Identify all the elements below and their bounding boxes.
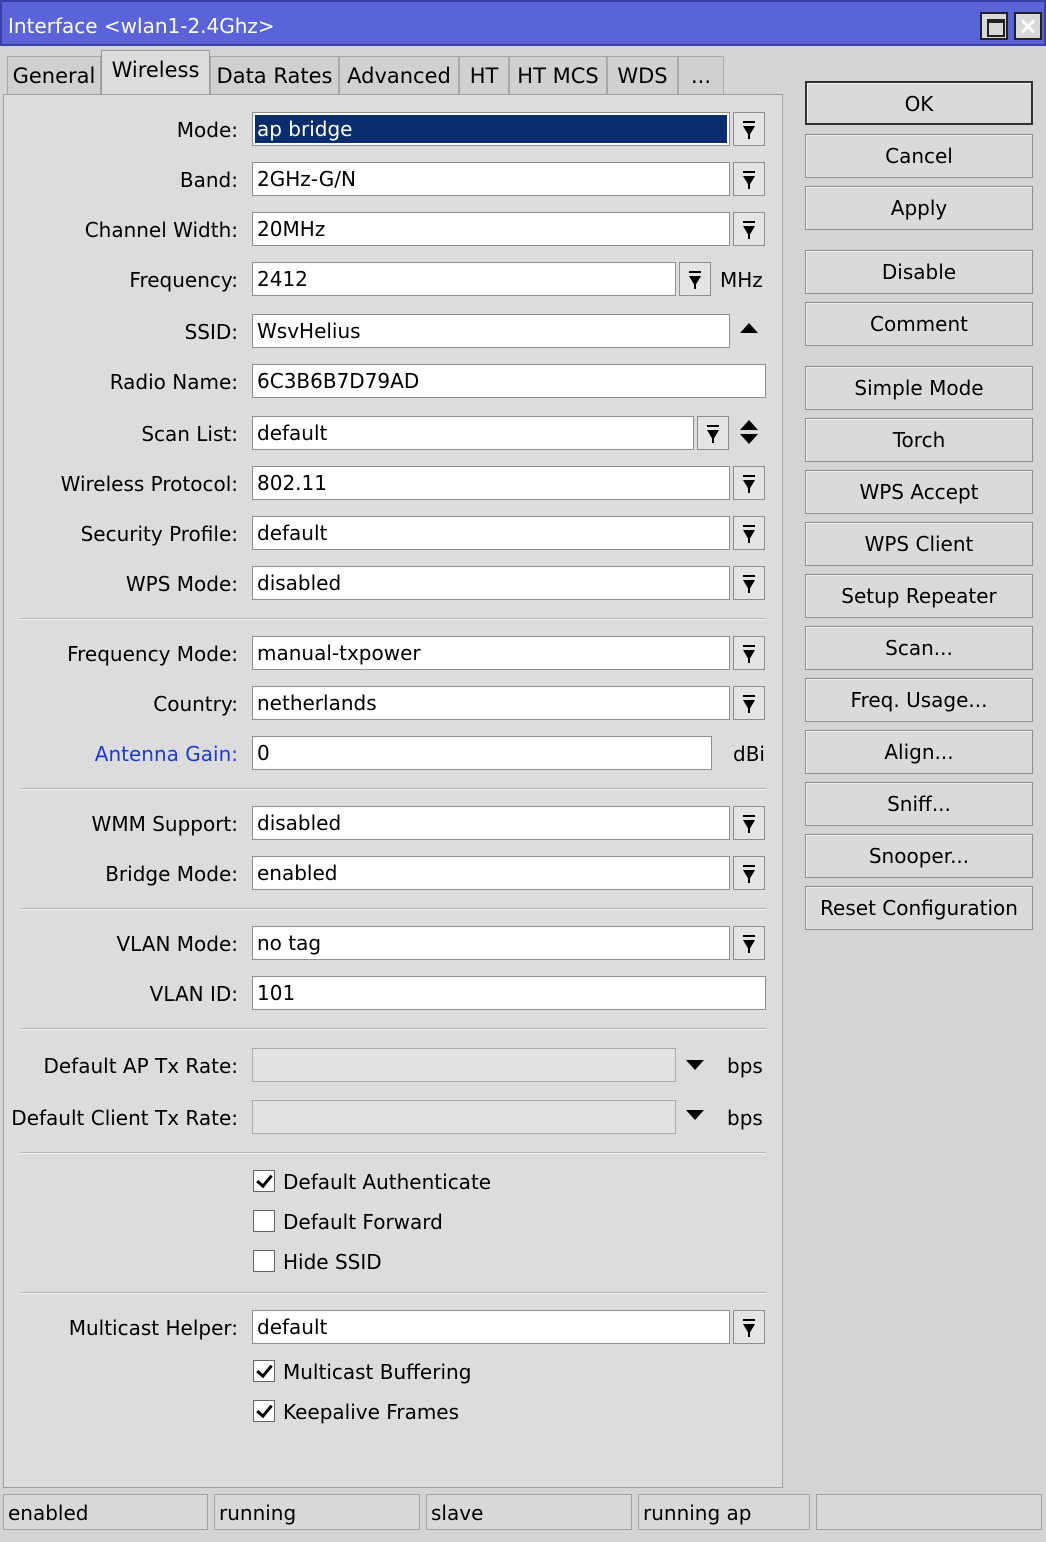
status-empty <box>816 1494 1042 1530</box>
country-select[interactable]: netherlands <box>252 686 730 720</box>
separator <box>20 1292 766 1294</box>
channel-width-label: Channel Width: <box>84 218 238 242</box>
wps-mode-dropdown-icon[interactable] <box>733 566 765 600</box>
ssid-label: SSID: <box>184 320 238 344</box>
frequency-mode-label: Frequency Mode: <box>67 642 238 666</box>
band-dropdown-icon[interactable] <box>733 162 765 196</box>
tab-more[interactable]: ... <box>678 56 724 94</box>
frequency-mode-select[interactable]: manual-txpower <box>252 636 730 670</box>
align-button[interactable]: Align... <box>805 730 1033 774</box>
country-dropdown-icon[interactable] <box>733 686 765 720</box>
vlan-mode-select[interactable]: no tag <box>252 926 730 960</box>
default-client-tx-rate-input[interactable] <box>252 1100 676 1134</box>
tab-wireless[interactable]: Wireless <box>101 50 210 96</box>
apply-button[interactable]: Apply <box>805 186 1033 230</box>
window-title: Interface <wlan1-2.4Ghz> <box>8 14 275 38</box>
multicast-helper-dropdown-icon[interactable] <box>733 1310 765 1344</box>
separator <box>20 908 766 910</box>
keepalive-frames-label: Keepalive Frames <box>283 1400 460 1424</box>
separator <box>20 788 766 790</box>
default-ap-tx-rate-unit: bps <box>727 1054 763 1078</box>
ssid-collapse-icon[interactable] <box>740 323 758 333</box>
disable-button[interactable]: Disable <box>805 250 1033 294</box>
antenna-gain-label[interactable]: Antenna Gain: <box>94 742 238 766</box>
wmm-support-dropdown-icon[interactable] <box>733 806 765 840</box>
vlan-id-label: VLAN ID: <box>149 982 238 1006</box>
separator <box>20 618 766 620</box>
antenna-gain-unit: dBi <box>733 742 765 766</box>
wmm-support-select[interactable]: disabled <box>252 806 730 840</box>
scan-list-select[interactable]: default <box>252 416 694 450</box>
status-running: running <box>214 1494 420 1530</box>
simple-mode-button[interactable]: Simple Mode <box>805 366 1033 410</box>
tab-ht[interactable]: HT <box>459 56 509 94</box>
default-authenticate-label: Default Authenticate <box>283 1170 492 1194</box>
bridge-mode-dropdown-icon[interactable] <box>733 856 765 890</box>
hide-ssid-label: Hide SSID <box>283 1250 382 1274</box>
wireless-protocol-select[interactable]: 802.11 <box>252 466 730 500</box>
sniff-button[interactable]: Sniff... <box>805 782 1033 826</box>
multicast-buffering-label: Multicast Buffering <box>283 1360 472 1384</box>
hide-ssid-checkbox[interactable] <box>253 1250 275 1272</box>
ok-button[interactable]: OK <box>805 81 1033 125</box>
country-label: Country: <box>153 692 238 716</box>
separator <box>20 1028 766 1030</box>
default-client-tx-rate-label: Default Client Tx Rate: <box>11 1106 238 1130</box>
tab-advanced[interactable]: Advanced <box>339 56 459 94</box>
tab-data-rates[interactable]: Data Rates <box>210 56 339 94</box>
wireless-panel <box>3 94 783 1488</box>
multicast-helper-label: Multicast Helper: <box>68 1316 238 1340</box>
wireless-protocol-dropdown-icon[interactable] <box>733 466 765 500</box>
wps-mode-label: WPS Mode: <box>125 572 238 596</box>
default-forward-checkbox[interactable] <box>253 1210 275 1232</box>
close-icon[interactable]: × <box>1014 12 1042 40</box>
radio-name-label: Radio Name: <box>109 370 238 394</box>
separator <box>20 1152 766 1154</box>
tab-wds[interactable]: WDS <box>607 56 678 94</box>
bridge-mode-select[interactable]: enabled <box>252 856 730 890</box>
ssid-input[interactable]: WsvHelius <box>252 314 730 348</box>
frequency-dropdown-icon[interactable] <box>679 262 711 296</box>
default-ap-tx-rate-label: Default AP Tx Rate: <box>43 1054 238 1078</box>
scan-list-dropdown-icon[interactable] <box>697 416 729 450</box>
default-authenticate-checkbox[interactable] <box>253 1170 275 1192</box>
channel-width-select[interactable]: 20MHz <box>252 212 730 246</box>
scan-list-label: Scan List: <box>141 422 238 446</box>
wireless-protocol-label: Wireless Protocol: <box>60 472 238 496</box>
security-profile-label: Security Profile: <box>80 522 238 546</box>
keepalive-frames-checkbox[interactable] <box>253 1400 275 1422</box>
maximize-icon[interactable] <box>980 12 1008 40</box>
default-forward-label: Default Forward <box>283 1210 443 1234</box>
antenna-gain-input[interactable]: 0 <box>252 736 712 770</box>
wps-client-button[interactable]: WPS Client <box>805 522 1033 566</box>
radio-name-input[interactable]: 6C3B6B7D79AD <box>252 364 766 398</box>
wps-accept-button[interactable]: WPS Accept <box>805 470 1033 514</box>
tab-ht-mcs[interactable]: HT MCS <box>509 56 607 94</box>
status-enabled: enabled <box>3 1494 208 1530</box>
multicast-buffering-checkbox[interactable] <box>253 1360 275 1382</box>
default-ap-tx-rate-dropdown-icon[interactable] <box>686 1060 704 1070</box>
security-profile-select[interactable]: default <box>252 516 730 550</box>
bridge-mode-label: Bridge Mode: <box>105 862 238 886</box>
scan-list-up-icon[interactable] <box>740 420 758 430</box>
title-bar[interactable] <box>0 0 1046 46</box>
default-ap-tx-rate-input[interactable] <box>252 1048 676 1082</box>
setup-repeater-button[interactable]: Setup Repeater <box>805 574 1033 618</box>
torch-button[interactable]: Torch <box>805 418 1033 462</box>
tab-general[interactable]: General <box>7 56 101 94</box>
frequency-label: Frequency: <box>129 268 238 292</box>
vlan-mode-dropdown-icon[interactable] <box>733 926 765 960</box>
freq-usage-button[interactable]: Freq. Usage... <box>805 678 1033 722</box>
status-running-ap: running ap <box>638 1494 810 1530</box>
frequency-mode-dropdown-icon[interactable] <box>733 636 765 670</box>
default-client-tx-rate-unit: bps <box>727 1106 763 1130</box>
band-label: Band: <box>179 168 238 192</box>
security-profile-dropdown-icon[interactable] <box>733 516 765 550</box>
scan-list-down-icon[interactable] <box>740 434 758 444</box>
wmm-support-label: WMM Support: <box>91 812 238 836</box>
comment-button[interactable]: Comment <box>805 302 1033 346</box>
multicast-helper-select[interactable]: default <box>252 1310 730 1344</box>
mode-label: Mode: <box>176 118 238 142</box>
reset-configuration-button[interactable]: Reset Configuration <box>805 886 1033 930</box>
frequency-select[interactable]: 2412 <box>252 262 676 296</box>
vlan-mode-label: VLAN Mode: <box>116 932 238 956</box>
vlan-id-input[interactable]: 101 <box>252 976 766 1010</box>
mode-select[interactable] <box>252 112 730 146</box>
scan-button[interactable]: Scan... <box>805 626 1033 670</box>
status-slave: slave <box>426 1494 632 1530</box>
cancel-button[interactable]: Cancel <box>805 134 1033 178</box>
default-client-tx-rate-dropdown-icon[interactable] <box>686 1110 704 1120</box>
band-select[interactable]: 2GHz-G/N <box>252 162 730 196</box>
snooper-button[interactable]: Snooper... <box>805 834 1033 878</box>
frequency-unit: MHz <box>720 268 763 292</box>
channel-width-dropdown-icon[interactable] <box>733 212 765 246</box>
mode-value: ap bridge <box>255 115 727 143</box>
wps-mode-select[interactable]: disabled <box>252 566 730 600</box>
mode-dropdown-icon[interactable] <box>733 112 765 146</box>
